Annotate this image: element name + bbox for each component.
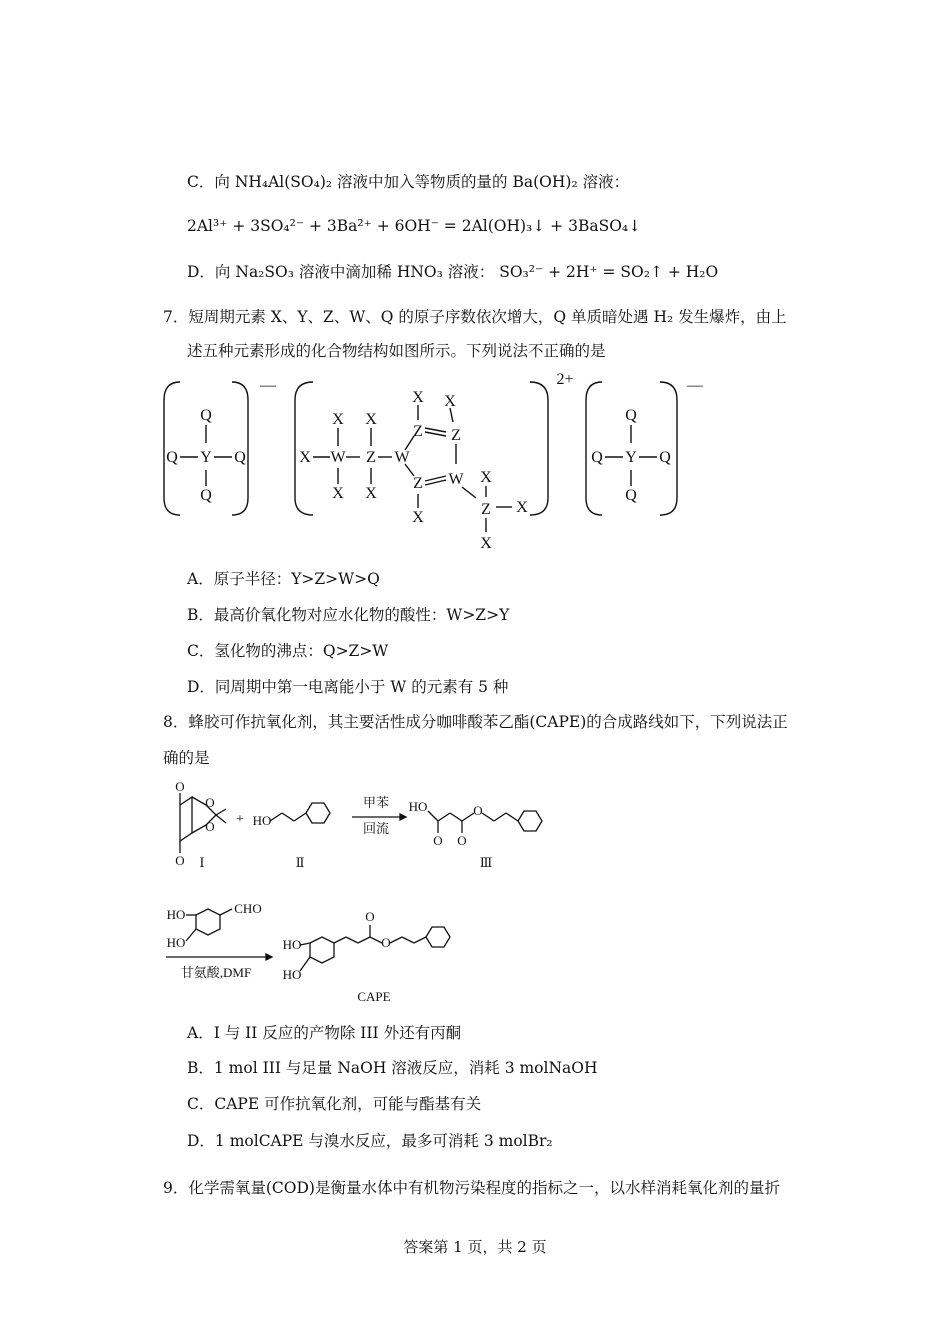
condition-toluene: 甲苯: [362, 795, 390, 810]
atom-q: Q: [200, 407, 212, 424]
atom-cho: CHO: [234, 901, 262, 916]
right-anion-charge: —: [687, 377, 703, 394]
q9-stem-line1: 9．化学需氧量(COD)是衡量水体中有机物污染程度的指标之一，以水样消耗氧化剂的量折: [163, 1179, 780, 1197]
atom-y: Y: [200, 449, 212, 466]
q8-reaction-scheme-2: [160, 895, 520, 1015]
atom-ho: HO: [282, 967, 302, 982]
q6d-formula: Na₂SO₃: [235, 263, 294, 281]
q7-structure-diagram: [150, 370, 730, 555]
q6c-formula: NH₄Al(SO₄)₂: [234, 173, 333, 191]
atom-x: X: [480, 469, 492, 486]
left-anion-charge: —: [260, 377, 276, 394]
q6d-mid: 溶液中滴加稀: [298, 263, 392, 281]
q6c-mid: 溶液中加入等物质的量的: [337, 173, 508, 191]
atom-x: X: [299, 449, 311, 466]
atom-w: W: [394, 449, 410, 466]
q6d-line: [187, 262, 718, 282]
atom-x: X: [365, 485, 377, 502]
q8-stem-line2: 确的是: [163, 749, 210, 767]
q7-option-a: A．原子半径：Y>Z>W>Q: [187, 570, 380, 588]
atom-ho: HO: [408, 799, 428, 814]
atom-x: X: [516, 499, 528, 516]
q6c-equation: 2Al³⁺ + 3SO₄²⁻ + 3Ba²⁺ + 6OH⁻ = 2Al(OH)₃↓ + 3BaSO₄↓: [187, 217, 642, 235]
plus-sign: +: [236, 812, 244, 827]
atom-z: Z: [481, 501, 491, 518]
q7-option-b: B．最高价氧化物对应水化物的酸性：W>Z>Y: [187, 606, 510, 624]
atom-q: Q: [659, 449, 671, 466]
atom-w: W: [448, 471, 464, 488]
atom-x: X: [332, 485, 344, 502]
q6c-label: C．向: [187, 173, 230, 191]
atom-w: W: [330, 449, 346, 466]
atom-z: Z: [366, 449, 376, 466]
label-I: Ⅰ: [199, 855, 205, 870]
atom-q: Q: [200, 487, 212, 504]
q7-option-c: C．氢化物的沸点：Q>Z>W: [187, 642, 389, 660]
q6d-equation: SO₃²⁻ + 2H⁺ = SO₂↑ + H₂O: [499, 263, 719, 281]
atom-ho: HO: [166, 935, 186, 950]
q6d-label: D．向: [187, 263, 231, 281]
atom-o: O: [457, 833, 467, 848]
atom-x: X: [412, 389, 424, 406]
atom-x: X: [365, 411, 377, 428]
q6c-reagent: Ba(OH)₂: [512, 173, 578, 191]
q6c-end: 溶液：: [582, 173, 630, 191]
atom-o: O: [175, 779, 185, 794]
atom-o: O: [205, 795, 215, 810]
atom-x: X: [444, 393, 456, 410]
atom-ho: HO: [282, 937, 302, 952]
atom-o: O: [175, 853, 185, 868]
atom-ho: HO: [252, 813, 272, 828]
atom-z: Z: [451, 427, 461, 444]
atom-q: Q: [625, 487, 637, 504]
atom-y: Y: [625, 449, 637, 466]
label-II: Ⅱ: [295, 855, 305, 870]
label-III: Ⅲ: [479, 855, 493, 870]
q8-option-d: D．1 molCAPE 与溴水反应，最多可消耗 3 molBr₂: [187, 1132, 553, 1150]
atom-x: X: [412, 509, 424, 526]
q8-stem-line1: 8．蜂胶可作抗氧化剂，其主要活性成分咖啡酸苯乙酯(CAPE)的合成路线如下，下列说法正: [163, 713, 788, 731]
q6c-line: [187, 172, 629, 192]
atom-x: X: [480, 535, 492, 552]
atom-o: O: [433, 833, 443, 848]
atom-q: Q: [625, 407, 637, 424]
q6d-end: 溶液：: [447, 263, 495, 281]
page-footer: 答案第 1 页，共 2 页: [403, 1238, 547, 1256]
cation-charge: 2+: [556, 371, 574, 388]
atom-o: O: [205, 819, 215, 834]
atom-o: O: [381, 935, 391, 950]
condition-glycine-dmf: 甘氨酸,DMF: [180, 965, 252, 980]
q8-option-c: C．CAPE 可作抗氧化剂，可能与酯基有关: [187, 1095, 482, 1113]
q7-stem-line2: 述五种元素形成的化合物结构如图所示。下列说法不正确的是: [187, 342, 606, 360]
label-cape: CAPE: [357, 989, 391, 1004]
q7-stem-line1: 7．短周期元素 X、Y、Z、W、Q 的原子序数依次增大，Q 单质暗处遇 H₂ 发生爆炸，由上: [163, 308, 787, 326]
atom-z: Z: [413, 475, 423, 492]
q7-option-d: D．同周期中第一电离能小于 W 的元素有 5 种: [187, 678, 509, 696]
atom-q: Q: [166, 449, 178, 466]
q6d-reagent: HNO₃: [396, 263, 443, 281]
q8-reaction-scheme-1: [160, 775, 580, 880]
atom-o: O: [365, 909, 375, 924]
q8-option-b: B．1 mol III 与足量 NaOH 溶液反应，消耗 3 molNaOH: [187, 1059, 598, 1077]
q8-option-a: A．I 与 II 反应的产物除 III 外还有丙酮: [187, 1024, 462, 1042]
atom-z: Z: [413, 423, 423, 440]
atom-q: Q: [591, 449, 603, 466]
atom-ho: HO: [166, 907, 186, 922]
condition-reflux: 回流: [362, 821, 390, 836]
atom-x: X: [332, 411, 344, 428]
atom-q: Q: [234, 449, 246, 466]
atom-o: O: [473, 803, 483, 818]
